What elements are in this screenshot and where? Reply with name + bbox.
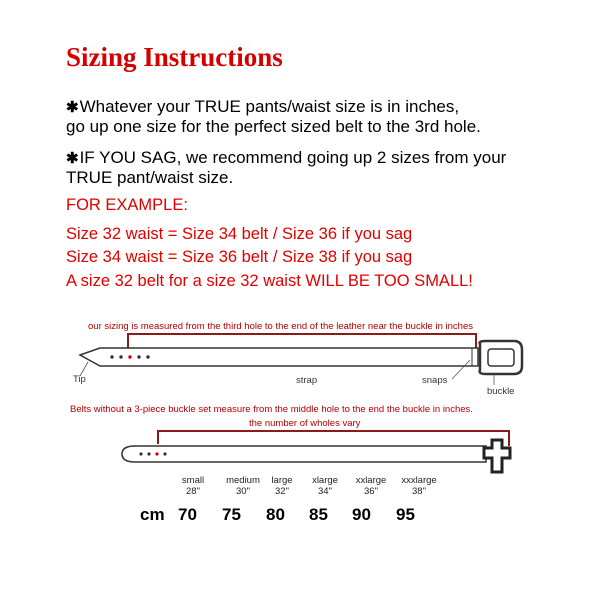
buckle-icon (480, 341, 522, 374)
belt-hole (163, 452, 166, 455)
example-line-2: Size 34 waist = Size 36 belt / Size 38 if you sag (66, 248, 413, 266)
size-medium: medium 30" (226, 475, 260, 497)
cm-value-xxxlarge: 95 (396, 505, 415, 524)
example-line-3: A size 32 belt for a size 32 waist WILL BE TOO SMALL! (66, 272, 473, 290)
tip-label: Tip (73, 374, 86, 385)
belt-hole (119, 355, 122, 358)
belt-hole (139, 452, 142, 455)
page-title: Sizing Instructions (66, 42, 283, 72)
instruction-1-line-1: Whatever your TRUE pants/waist size is in inches, (79, 97, 460, 116)
cm-value-large: 80 (266, 505, 285, 524)
size-large: large 32" (271, 475, 293, 497)
diagram-2-caption-line-2: the number of wholes vary (249, 418, 361, 429)
cm-value-xxlarge: 90 (352, 505, 371, 524)
instruction-1-line-2: go up one size for the perfect sized belt to the 3rd hole. (66, 117, 481, 136)
belt-strap-2 (122, 446, 486, 462)
cross-buckle-icon (484, 440, 510, 472)
instruction-2-line-1: IF YOU SAG, we recommend going up 2 sizes from your (79, 148, 507, 167)
diagram-2-caption-line-1: Belts without a 3-piece buckle set measure from the middle hole to the end the buckle in inches. (70, 404, 473, 415)
instruction-2-line-2: TRUE pant/waist size. (66, 168, 234, 187)
strap-label: strap (296, 375, 318, 386)
size-xxxlarge: xxxlarge 38" (401, 475, 437, 497)
asterisk-icon: ✱ (66, 99, 79, 116)
cm-value-xlarge: 85 (309, 505, 328, 524)
belt-hole (110, 355, 113, 358)
buckle-label: buckle (487, 386, 515, 397)
cm-label: cm (140, 505, 165, 524)
belt-hole-middle (155, 452, 158, 455)
asterisk-icon: ✱ (66, 150, 79, 167)
belt-hole (147, 452, 150, 455)
snaps-label: snaps (422, 375, 448, 386)
belt-hole-third (128, 355, 131, 358)
diagram-1-caption: our sizing is measured from the third hole to the end of the leather near the buckle in inches (88, 321, 473, 332)
belt-strap-1 (80, 348, 478, 366)
size-xlarge: xlarge 34" (312, 475, 338, 497)
size-small: small 28" (181, 475, 205, 497)
belt-hole (146, 355, 149, 358)
size-xxlarge: xxlarge 36" (355, 475, 387, 497)
measure-bracket-2 (158, 431, 509, 446)
example-heading: FOR EXAMPLE: (66, 196, 188, 214)
example-line-1: Size 32 waist = Size 34 belt / Size 36 if you sag (66, 225, 413, 243)
cm-value-medium: 75 (222, 505, 241, 524)
cm-value-small: 70 (178, 505, 197, 524)
belt-hole (137, 355, 140, 358)
